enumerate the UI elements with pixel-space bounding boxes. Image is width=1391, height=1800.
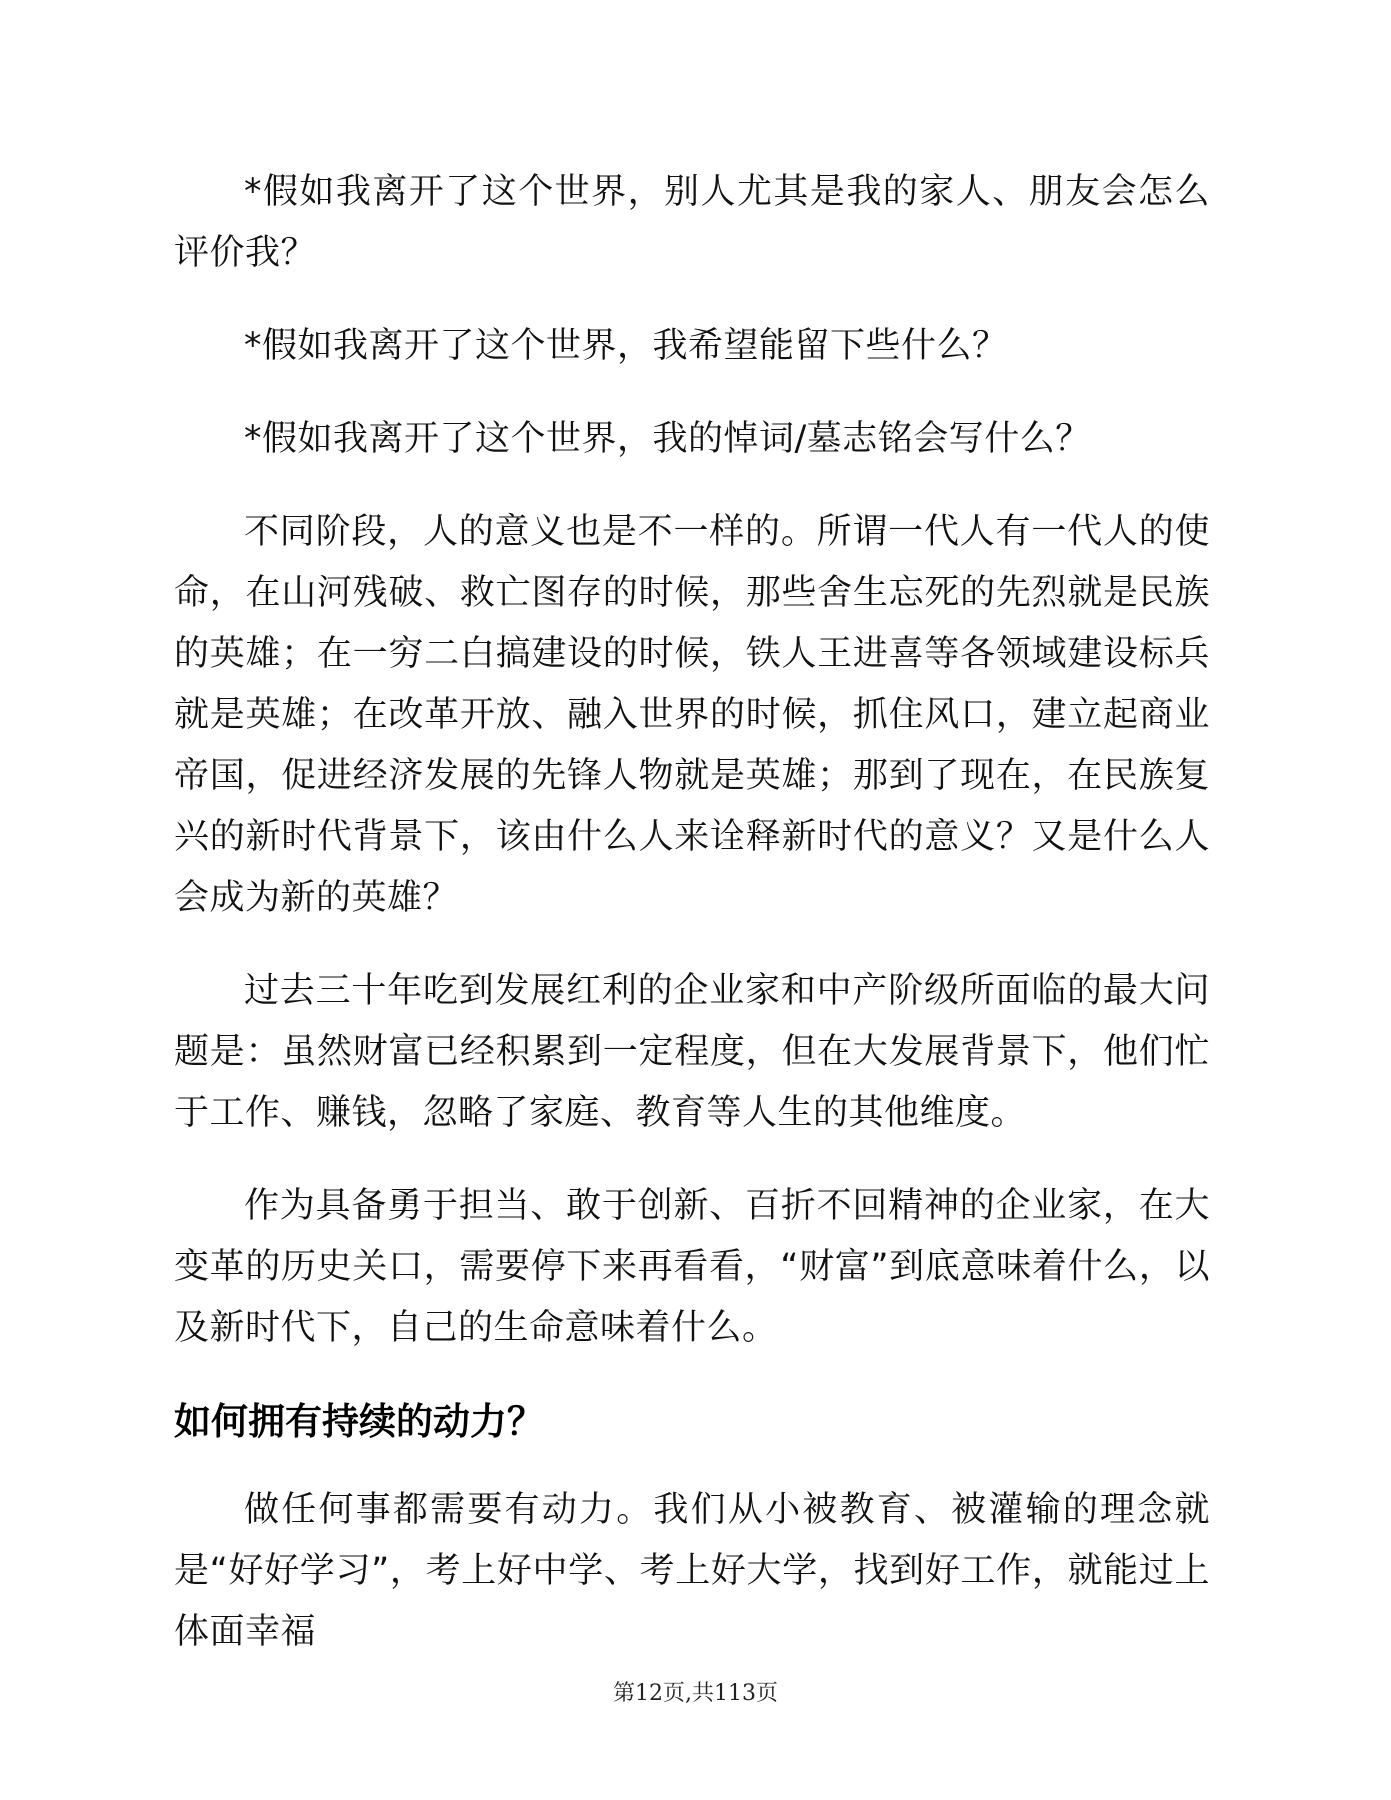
section-heading: 如何拥有持续的动力？ — [174, 1400, 544, 1443]
page-body — [174, 162, 1210, 1695]
paragraph-question-evaluation: *假如我离开了这个世界，别人尤其是我的家人、朋友会怎么评价我？ — [174, 172, 1210, 273]
paragraph-entrepreneurs-problem: 过去三十年吃到发展红利的企业家和中产阶级所面临的最大问题是：虽然财富已经积累到一定程度，但在大发展背景下，他们忙于工作、赚钱，忽略了家庭、教育等人生的其他维度。 — [174, 971, 1210, 1133]
paragraph-generations-heroes: 不同阶段，人的意义也是不一样的。所谓一代人有一代人的使命，在山河残破、救亡图存的时候，那些舍生忘死的先烈就是民族的英雄；在一穷二白搞建设的时候，铁人王进喜等各领域建设标兵就是英雄；在改革开放、融入世界的时候，抓住风口，建立起商业帝国，促进经济发展的先锋人物就是英雄；那到了现在，在民族复兴的新时代背景下，该由什么人来诠释新时代的意义？又是什么人会成为新的英雄？ — [174, 512, 1210, 918]
paragraph-question-epitaph: *假如我离开了这个世界，我的悼词/墓志铭会写什么？ — [244, 419, 1091, 459]
paragraph-motivation: 做任何事都需要有动力。我们从小被教育、被灌输的理念就是“好好学习”，考上好中学、考上好大学，找到好工作，就能过上体面幸福 — [174, 1490, 1210, 1652]
paragraph-question-legacy: *假如我离开了这个世界，我希望能留下些什么？ — [244, 326, 1008, 366]
paragraph-meaning-of-wealth: 作为具备勇于担当、敢于创新、百折不回精神的企业家，在大变革的历史关口，需要停下来再看看，“财富”到底意味着什么，以及新时代下，自己的生命意味着什么。 — [174, 1186, 1210, 1348]
page-number-footer: 第12页,共113页 — [613, 1681, 778, 1706]
